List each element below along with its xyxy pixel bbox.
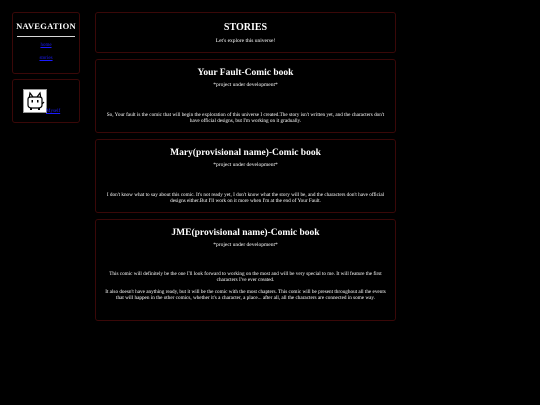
- story-title: JME(provisional name)-Comic book: [171, 228, 320, 238]
- story-description-continued: It also doesn't have anything ready, but it will be the comic with the most chapters. This comic will be present throughout all the events that will happen in the other comics, whether it's a character, a place... after all, all the characters are connected in some way.: [105, 289, 386, 301]
- story-description: This comic will definitely be the one I'll look forward to working on the most and will be very special to me. It will feature the first characters I've ever created.: [109, 271, 382, 283]
- navigation-title: NAVEGATION: [16, 21, 76, 31]
- story-title: Your Fault-Comic book: [197, 68, 294, 78]
- story-card-your-fault: [95, 59, 396, 133]
- story-card-jme: [95, 219, 396, 321]
- story-card-mary: [95, 139, 396, 213]
- profile-button-panel: [12, 79, 80, 123]
- cat-icon-graphic: [24, 90, 46, 112]
- stories-header: [95, 12, 396, 53]
- story-status: *project under development*: [213, 162, 278, 168]
- story-status: *project under development*: [213, 82, 278, 88]
- page-subtitle: Let's explore this universe!: [215, 38, 276, 44]
- page-title: STORIES: [223, 22, 268, 33]
- story-description: So, Your fault is the comic that will begin the exploration of this universe I created.The story isn't written yet, and the characters don't have official designs, but I'm working on it gradually.: [106, 112, 385, 124]
- story-status: *project under development*: [213, 242, 278, 248]
- myself-link[interactable]: Myself: [46, 109, 61, 114]
- cat-icon[interactable]: [23, 89, 47, 113]
- story-title: Mary(provisional name)-Comic book: [170, 148, 321, 158]
- nav-link-home[interactable]: home: [40, 43, 52, 48]
- navigation-panel: [12, 12, 80, 74]
- nav-link-stories[interactable]: stories: [39, 56, 53, 61]
- story-description: I don't know what to say about this comic. It's not ready yet, I don't know what the story will be, and the characters don't have official designs either.But I'll work on it more when I'm at the end of Your Fault.: [106, 192, 385, 204]
- navigation-divider: [17, 36, 75, 37]
